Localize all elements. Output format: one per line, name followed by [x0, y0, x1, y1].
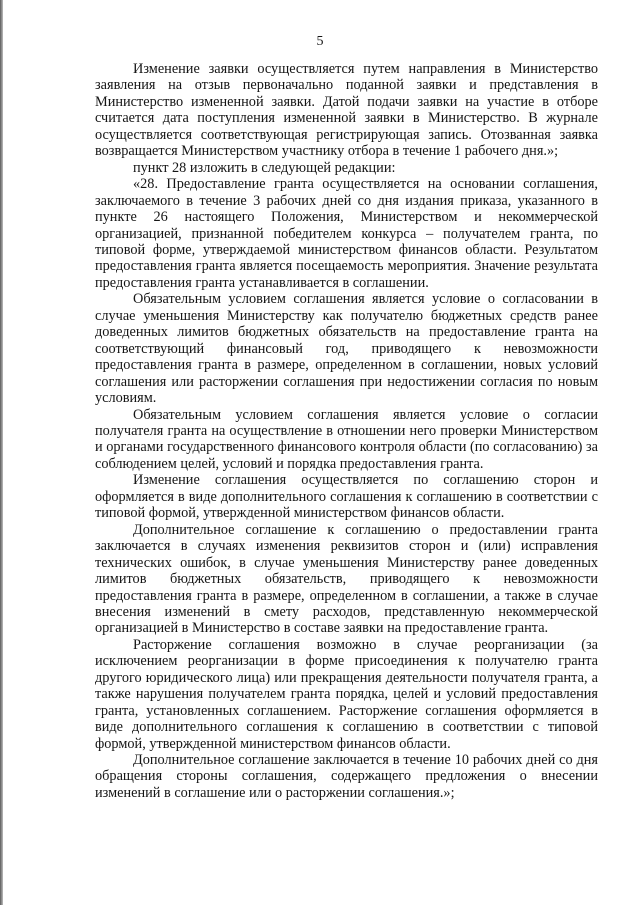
paragraph-additional-agreement-deadline: Дополнительное соглашение заключается в течение 10 рабочих дней со дня обращения стороны соглашения, содержащего предложения о внесении изменений в соглашение или о расторжении соглашения.»; — [95, 752, 598, 801]
page-number: 5 — [316, 34, 324, 49]
paragraph-item-28-intro: пункт 28 изложить в следующей редакции: — [133, 159, 396, 176]
paragraph-mandatory-condition-limits: Обязательным условием соглашения является условие о согласовании в случае уменьшения Министерству как получателю бюджетных средств ранее доведенных лимитов бюджетных обязательств на предоставление гранта на соответствующий финансовый год, приводящего к невозможности предоставления гранта в размере, определенном в соглашении, новых условий соглашения или расторжении соглашения при недостижении согласия по новым условиям. — [95, 291, 598, 407]
paragraph-additional-agreement: Дополнительное соглашение к соглашению о предоставлении гранта заключается в случаях изменения реквизитов сторон и (или) исправления технических ошибок, в случае уменьшения Министерству ранее доведенных лимитов бюджетных обязательств, приводящего к невозможности предоставления гранта в размере, определенном в соглашении, а также в случае внесения изменений в смету расходов, представленную некоммерческой организацией в Министерство в составе заявки на предоставление гранта. — [95, 521, 598, 637]
paragraph-mandatory-condition-audit: Обязательным условием соглашения является условие о согласии получателя гранта на осуществление в отношении него проверки Министерством и органами государственного финансового контроля области (по согласованию) за соблюдением целей, условий и порядка предоставления гранта. — [95, 406, 598, 472]
paragraph-agreement-change: Изменение соглашения осуществляется по соглашению сторон и оформляется в виде дополнительного соглашения к соглашению в соответствии с типовой формой, утвержденной министерством финансов области. — [95, 472, 598, 522]
scan-edge-shadow — [0, 0, 3, 905]
paragraph-termination: Расторжение соглашения возможно в случае реорганизации (за исключением реорганизации в форме присоединения к получателю гранта другого юридического лица) или прекращения деятельности получателя гранта, а также нарушения получателем гранта порядка, целей и условий предоставления гранта, установленных соглашением. Расторжение соглашения оформляется в виде дополнительного соглашения к соглашению в соответствии с типовой формой, утвержденной министерством финансов области. — [95, 636, 598, 752]
paragraph-application-change: Изменение заявки осуществляется путем направления в Министерство заявления на отзыв первоначально поданной заявки и представления в Министерство измененной заявки. Датой подачи заявки на участие в отборе считается дата поступления измененной заявки в Министерство. В журнале осуществляется соответствующая регистрирующая запись. Отозванная заявка возвращается Министерством участнику отбора в течение 1 рабочего дня.»; — [95, 61, 598, 160]
paragraph-item-28: «28. Предоставление гранта осуществляется на основании соглашения, заключаемого в течение 3 рабочих дней со дня издания приказа, указанного в пункте 26 настоящего Положения, Министерством и некоммерческой организацией, признанной победителем конкурса – получателем гранта, по типовой форме, утверждаемой министерством финансов области. Результатом предоставления гранта является посещаемость мероприятия. Значение результата предоставления гранта устанавливается в соглашении. — [95, 176, 598, 291]
document-body — [95, 61, 598, 801]
